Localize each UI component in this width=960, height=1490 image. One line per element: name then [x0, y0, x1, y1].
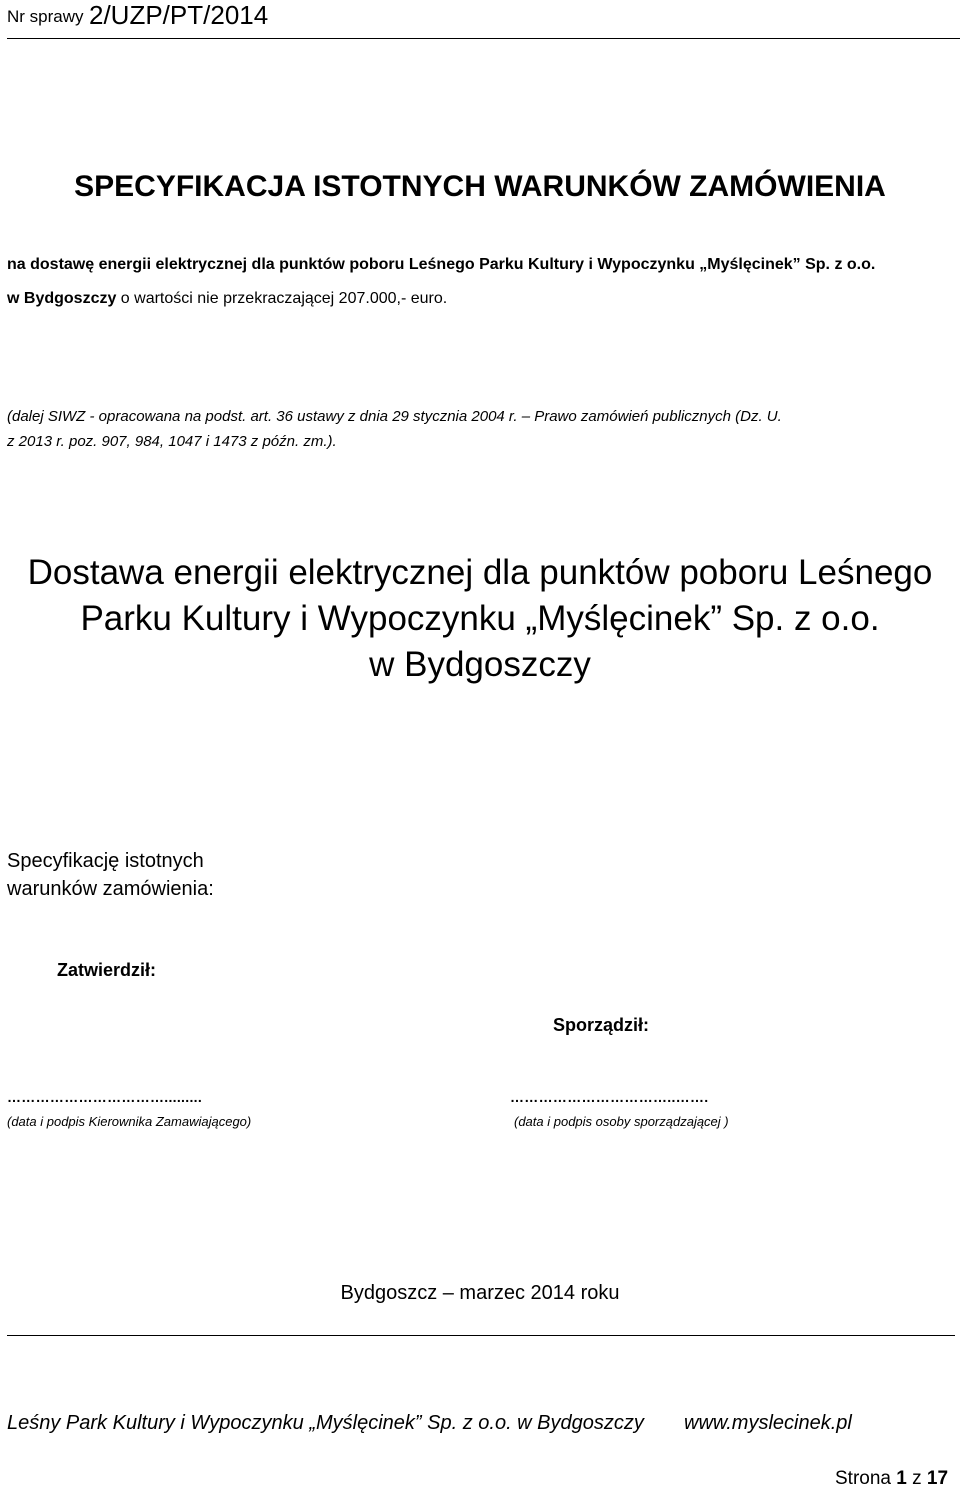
- approved-by-label: Zatwierdził:: [57, 960, 157, 980]
- page-current: 1: [896, 1468, 907, 1489]
- document-title: SPECYFIKACJA ISTOTNYCH WARUNKÓW ZAMÓWIENIA: [74, 170, 886, 203]
- contract-title-line-1: Dostawa energii elektrycznej dla punktów poboru Leśnego: [27, 553, 933, 592]
- case-number: 2/UZP/PT/2014: [89, 0, 269, 30]
- page-label: Strona: [835, 1468, 891, 1489]
- legal-basis-line-1: (dalej SIWZ - opracowana na podst. art. 36 ustawy z dnia 29 stycznia 2004 r. – Prawo zamówień publicznych (Dz. U.: [7, 408, 782, 425]
- contract-title-line-3: w Bydgoszczy: [369, 645, 591, 684]
- page-separator: z: [912, 1468, 922, 1489]
- preparer-signature-caption: (data i podpis osoby sporządzającej ): [514, 1114, 729, 1129]
- subject-line-1: na dostawę energii elektrycznej dla punktów poboru Leśnego Parku Kultury i Wypoczynku „Myślęcinek” Sp. z o.o.: [7, 256, 876, 273]
- legal-basis-line-2: z 2013 r. poz. 907, 984, 1047 i 1473 z późn. zm.).: [7, 433, 337, 450]
- footer-divider: [7, 1335, 955, 1336]
- contract-title-line-2: Parku Kultury i Wypoczynku „Myślęcinek” Sp. z o.o.: [80, 599, 880, 638]
- case-number-label: Nr sprawy: [7, 7, 84, 26]
- footer-organization: Leśny Park Kultury i Wypoczynku „Myślęcinek” Sp. z o.o. w Bydgoszczy: [7, 1412, 644, 1434]
- page-total: 17: [926, 1468, 949, 1489]
- subject-line-2: [7, 290, 447, 308]
- place-and-date: Bydgoszcz – marzec 2014 roku: [340, 1282, 620, 1304]
- subject-city: w Bydgoszczy: [7, 290, 117, 307]
- header-divider: [7, 38, 960, 39]
- preparer-signature-line: ……………………………..…….: [510, 1089, 709, 1105]
- prepared-by-label: Sporządził:: [553, 1015, 650, 1035]
- approver-signature-line: …………………………….........: [7, 1089, 203, 1105]
- approver-signature-caption: (data i podpis Kierownika Zamawiającego): [7, 1114, 252, 1129]
- spec-label-line-2: warunków zamówienia:: [7, 878, 214, 900]
- spec-label-line-1: Specyfikację istotnych: [7, 850, 204, 872]
- page-number: [835, 1468, 948, 1490]
- footer-website[interactable]: www.myslecinek.pl: [684, 1412, 852, 1434]
- subject-value: o wartości nie przekraczającej 207.000,- euro.: [116, 290, 448, 307]
